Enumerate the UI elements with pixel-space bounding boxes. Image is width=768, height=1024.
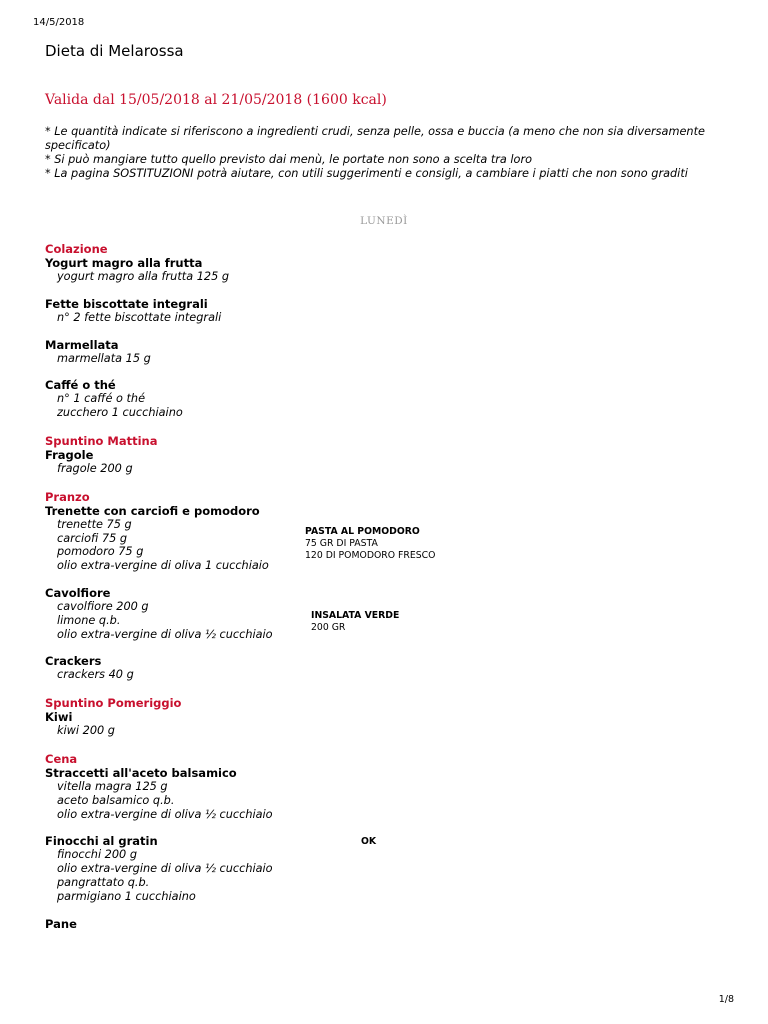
dish-name: Fragole — [45, 447, 94, 462]
note-line: * Le quantità indicate si riferiscono a ingredienti crudi, senza pelle, ossa e buccia (a meno che non sia diversamente specificato) — [45, 125, 705, 152]
ingredient: n° 1 caffé o thé — [57, 392, 146, 406]
ingredient: olio extra-vergine di oliva ½ cucchiaio — [57, 862, 273, 876]
ingredient: pomodoro 75 g — [57, 545, 144, 559]
notes-block — [45, 125, 735, 181]
dish — [45, 504, 345, 573]
ingredient: olio extra-vergine di oliva ½ cucchiaio — [57, 807, 273, 821]
meal-section — [45, 752, 345, 931]
dish-name: Yogurt magro alla frutta — [45, 256, 203, 270]
ingredient: kiwi 200 g — [57, 724, 115, 738]
ingredient: limone q.b. — [57, 613, 121, 627]
ingredient: fragole 200 g — [57, 461, 133, 475]
annotation-line: 200 GR — [311, 622, 346, 633]
annotation-line: 120 DI POMODORO FRESCO — [305, 550, 436, 561]
dish-name: Cavolfiore — [45, 585, 111, 600]
dish-name: Marmellata — [45, 337, 119, 352]
meal-title: Colazione — [45, 242, 108, 256]
meal-title: Cena — [45, 751, 78, 766]
ingredient: crackers 40 g — [57, 668, 134, 682]
ingredient: trenette 75 g — [57, 517, 132, 531]
dish-name: Finocchi al gratin — [45, 834, 158, 849]
annotation-heading: INSALATA VERDE — [311, 610, 400, 621]
meal-section — [45, 696, 345, 738]
dish — [45, 297, 345, 325]
dish-name: Fette biscottate integrali — [45, 296, 208, 311]
print-date: 14/5/2018 — [33, 17, 85, 28]
ingredient: finocchi 200 g — [57, 848, 138, 862]
dish-name: Kiwi — [45, 710, 73, 725]
note-line: * La pagina SOSTITUZIONI potrà aiutare, con utili suggerimenti e consigli, a cambiare i piatti che non sono graditi — [45, 167, 688, 180]
ingredient: olio extra-vergine di oliva ½ cucchiaio — [57, 627, 273, 641]
meal-list — [45, 242, 345, 945]
dish — [45, 586, 345, 641]
dish-name: Crackers — [45, 654, 102, 669]
ingredient: zucchero 1 cucchiaino — [57, 406, 183, 420]
validity-period: Valida dal 15/05/2018 al 21/05/2018 (1600 kcal) — [45, 92, 387, 108]
annotation-heading: PASTA AL POMODORO — [305, 526, 420, 537]
ingredient: carciofi 75 g — [57, 531, 128, 545]
meal-title: Spuntino Pomeriggio — [45, 696, 182, 711]
ingredient: olio extra-vergine di oliva 1 cucchiaio — [57, 559, 269, 573]
ingredient: vitella magra 125 g — [57, 779, 168, 793]
dish — [45, 448, 345, 476]
dish — [45, 766, 345, 821]
dish-name: Trenette con carciofi e pomodoro — [45, 503, 260, 518]
dish-name: Caffé o thé — [45, 378, 116, 393]
meal-title: Pranzo — [45, 489, 90, 504]
ingredient: marmellata 15 g — [57, 351, 151, 365]
note-line: * Si può mangiare tutto quello previsto dai menù, le portate non sono a scelta tra loro — [45, 153, 533, 166]
dish — [45, 917, 345, 931]
dish — [45, 834, 345, 903]
ingredient: n° 2 fette biscottate integrali — [57, 310, 222, 324]
dish — [45, 378, 345, 420]
dish — [45, 710, 345, 738]
meal-section — [45, 490, 345, 682]
dish — [45, 256, 345, 284]
meal-section — [45, 242, 345, 420]
dish-name: Straccetti all'aceto balsamico — [45, 765, 237, 780]
annotation-line: 75 GR DI PASTA — [305, 538, 378, 549]
ingredient: yogurt magro alla frutta 125 g — [57, 270, 230, 283]
ingredient: parmigiano 1 cucchiaino — [57, 889, 196, 903]
meal-section — [45, 434, 345, 476]
annotation-pasta — [305, 526, 435, 562]
meal-title: Spuntino Mattina — [45, 433, 158, 448]
annotation-ok: OK — [361, 836, 377, 847]
dish — [45, 654, 345, 682]
ingredient: cavolfiore 200 g — [57, 599, 149, 613]
day-heading: LUNEDÌ — [360, 215, 408, 227]
page-number: 1/8 — [718, 994, 734, 1005]
page-title: Dieta di Melarossa — [45, 42, 184, 60]
ingredient: aceto balsamico q.b. — [57, 793, 175, 807]
annotation-salad — [311, 610, 399, 634]
dish-name: Pane — [45, 916, 77, 931]
ingredient: pangrattato q.b. — [57, 875, 150, 889]
dish — [45, 338, 345, 366]
